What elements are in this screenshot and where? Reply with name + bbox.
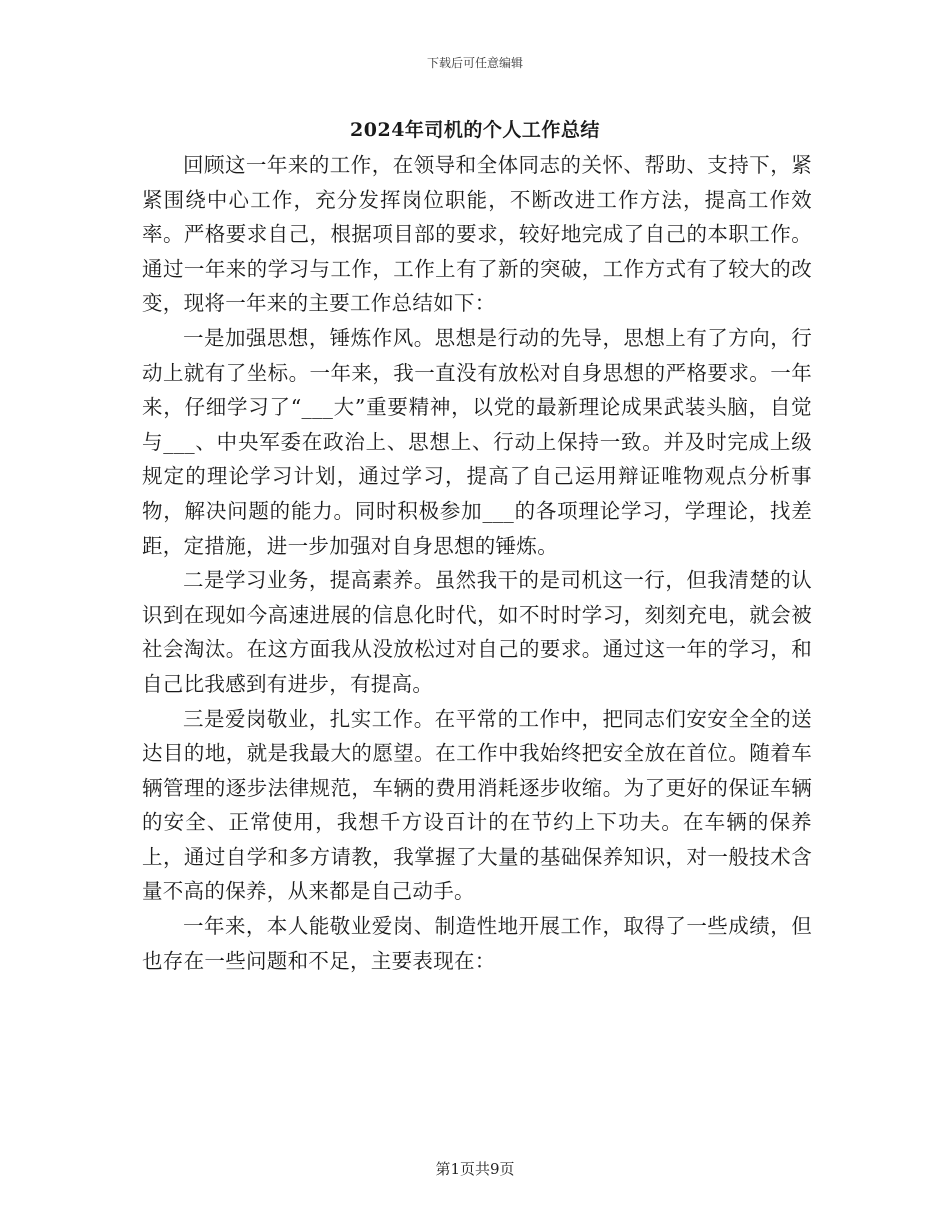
paragraph-work: 三是爱岗敬业，扎实工作。在平常的工作中，把同志们安安全全的送达目的地，就是我最大的愿望。在工作中我始终把安全放在首位。随着车辆管理的逐步法律规范，车辆的费用消耗逐步收缩。为了更好的保证车辆的安全、正常使用，我想千方设百计的在节约上下功夫。在车辆的保养上，通过自学和多方请教，我掌握了大量的基础保养知识，对一般技术含量不高的保养，从来都是自己动手。 — [142, 706, 812, 904]
paragraph-summary: 一年来，本人能敬业爱岗、制造性地开展工作，取得了一些成绩，但也存在一些问题和不足，主要表现在： — [142, 914, 812, 973]
page-number: 第1页共9页 — [435, 1160, 515, 1178]
paragraph-thought: 一是加强思想，锤炼作风。思想是行动的先导，思想上有了方向，行动上就有了坐标。一年来，我一直没有放松对自身思想的严格要求。一年来，仔细学习了“___大”重要精神，以党的最新理论成果武装头脑，自觉与___、中央军委在政治上、思想上、行动上保持一致。并及时完成上级规定的理论学习计划，通过学习，提高了自己运用辩证唯物观点分析事物，解决问题的能力。同时积极参加___的各项理论学习，学理论，找差距，定措施，进一步加强对自身思想的锤炼。 — [142, 325, 812, 558]
paragraph-intro: 回顾这一年来的工作，在领导和全体同志的关怀、帮助、支持下，紧紧围绕中心工作，充分发挥岗位职能，不断改进工作方法，提高工作效率。严格要求自己，根据项目部的要求，较好地完成了自己的本职工作。通过一年来的学习与工作，工作上有了新的突破，工作方式有了较大的改变，现将一年来的主要工作总结如下： — [142, 153, 812, 316]
paragraph-study: 二是学习业务，提高素养。虽然我干的是司机这一行，但我清楚的认识到在现如今高速进展的信息化时代，如不时时学习，刻刻充电，就会被社会淘汰。在这方面我从没放松过对自己的要求。通过这一年的学习，和自己比我感到有进步，有提高。 — [142, 568, 812, 696]
document-body — [142, 148, 812, 978]
document-title: 2024年司机的个人工作总结 — [350, 119, 600, 141]
page-header-note: 下载后可任意编辑 — [426, 56, 523, 70]
